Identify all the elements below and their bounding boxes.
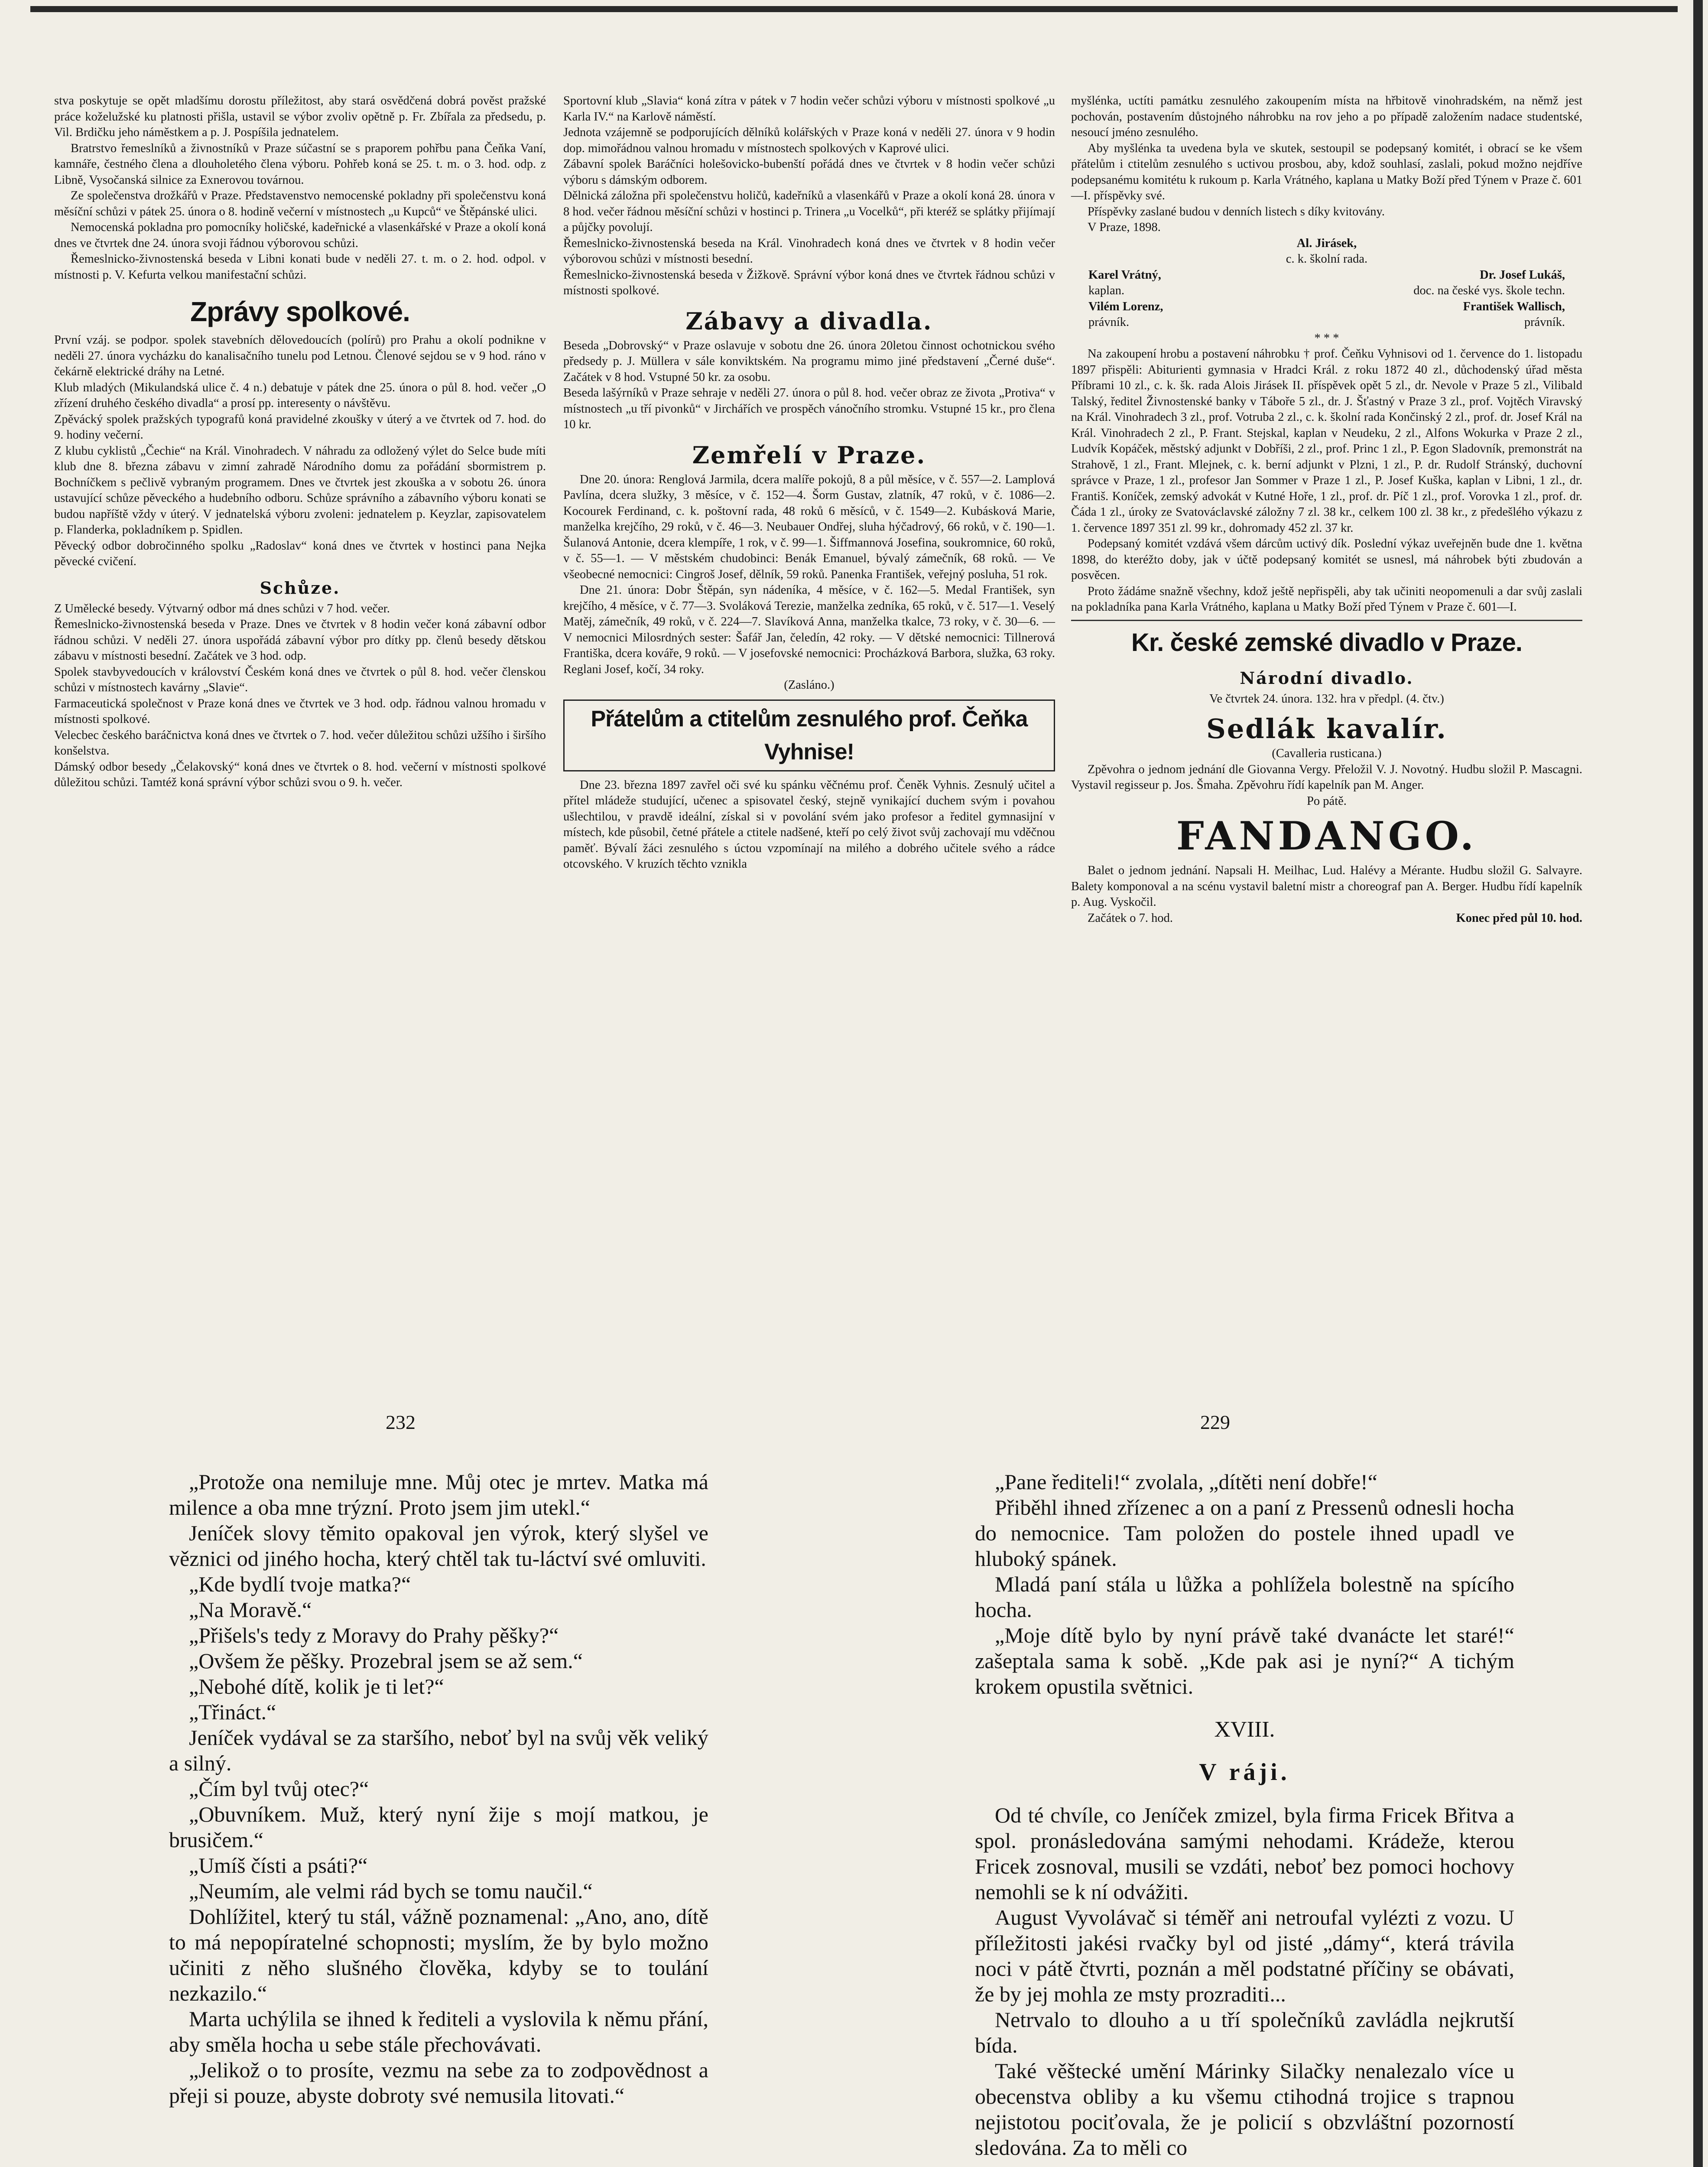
- signatory: Karel Vrátný,: [1088, 268, 1161, 282]
- theatre-subtitle: Národní divadlo.: [1240, 668, 1414, 688]
- top-rule: [30, 6, 1678, 12]
- signatory-title: právník.: [1524, 316, 1565, 329]
- appeal-text: Proto žádáme snažně všechny, kdož ještě nepřispěli, aby tak učiniti neopomenuli a dar svůj zaslali na pokladníka pana Karla Vrátného, kaplana u Matky Boží před Týnem v Praze č. 601—I.: [1071, 584, 1582, 614]
- paragraph: Marta uchýlila se ihned k řediteli a vyslovila k němu přání, aby směla hocha u sebe stále přechovávati.: [169, 2007, 708, 2056]
- paragraph: Mladá paní stála u lůžka a pohlížela bolestně na spícího hocha.: [975, 1572, 1514, 1622]
- signatory-row: [1071, 299, 1582, 315]
- book-page-right: [975, 1469, 1514, 2167]
- notice: První vzáj. se podpor. spolek stavebních dělovedoucích (polírů) pro Prahu a okolí podnikne v neděli 27. února vycházku do kanalisačního tunelu pod Letnou. Členové sejdou se v 9 hod. ráno v čekárně elektrické dráhy na Letné.: [54, 333, 546, 378]
- column-1: [54, 93, 546, 791]
- divider: [1071, 620, 1582, 621]
- play-title: Sedlák kavalír.: [1206, 713, 1447, 745]
- paragraph: Jeníček vydával se za staršího, neboť byl na svůj věk veliký a silný.: [169, 1725, 708, 1775]
- notice: Sportovní klub „Slavia“ koná zítra v pátek v 7 hodin večer schůzi výboru v místnosti spolkové „u Karla IV.“ na Karlově náměstí.: [563, 94, 1055, 124]
- section-heading: Zábavy a divadla.: [685, 307, 933, 335]
- book-page-left: [169, 1469, 708, 2108]
- paragraph: August Vyvolávač si téměř ani netroufal vylézti z vozu. U příležitosti jakési rvačky byl od jisté „dámy“, která trávila noci v pátě čtvrti, poznán a měl podstatné příčiny se obávati, že by jej mohla ze msty prozraditi...: [975, 1905, 1514, 2006]
- appeal-banner: Přátelům a ctitelům zesnulého prof. Čeňka Vyhnise!: [563, 700, 1055, 771]
- appeal-text: myšlénka, uctíti památku zesnulého zakoupením místa na hřbitově vinohradském, na němž jest pochován, postavením důstojného náhrobku na rov jeho a po případě založením nadace studentské, nesoucí jméno zesnulého.: [1071, 94, 1582, 139]
- signatory-title: kaplan.: [1088, 284, 1125, 297]
- notice: Z Umělecké besedy. Výtvarný odbor má dnes schůzi v 7 hod. večer.: [54, 602, 390, 615]
- signatory-row: [1071, 315, 1582, 331]
- notice: Řemeslnicko-živnostenská beseda v Praze. Dnes ve čtvrtek v 8 hodin večer koná zábavní odbor řádnou schůzi. V neděli 27. února uspořádá zábavní výbor pro dítky pp. členů besedy dětskou zábavu v místnosti besední. Začátek ve 3 hod. odp.: [54, 618, 546, 663]
- article: Ze společenstva drožkářů v Praze. Představenstvo nemocenské pokladny při společenstvu koná měsíční schůzi v pátek 25. února o 8. hodině večerní v místnostech „u Kupců“ ve Štěpánské ulici.: [54, 189, 546, 218]
- signatory: Dr. Josef Lukáš,: [1480, 268, 1565, 282]
- appeal-text: Dne 23. března 1897 zavřel oči své ku spánku věčnému prof. Čeněk Vyhnis. Zesnulý učitel a přítel mládeže studující, učenec a spisovatel český, stejně vynikající duchem svým i povahou ušlechtilou, v pravdě ideální, získal si v povolání svém jako profesor a ředitel gymnasijní v místech, kde působil, četné přátele a ctitele nadšené, kteří po celý život svůj zachovají mu vděčnou paměť. Bývalí žáci zesnulého s úctou vzpomínají na milého a dobrého učitele svého a rádce otcovského. V kruzích těchto vznikla: [563, 778, 1055, 871]
- section-heading: Schůze.: [260, 578, 341, 598]
- notice: Velecbec českého baráčnictva koná dnes ve čtvrtek o 7. hod. večer důležitou schůzi užšího i širšího konšelstva.: [54, 728, 546, 758]
- paragraph: „Obuvníkem. Muž, který nyní žije s mojí matkou, je brusičem.“: [169, 1802, 708, 1852]
- notice: Spolek stavbyvedoucích v království Českém koná dnes ve čtvrtek o půl 8. hod. večer členskou schůzi v místnostech kavárny „Slavie“.: [54, 665, 546, 694]
- paragraph: „Moje dítě bylo by nyní právě také dvanácte let staré!“ zašeptala sama k sobě. „Kde pak asi je nyní?“ A tichým krokem opustila světnici.: [975, 1623, 1514, 1698]
- paragraph: „Umíš čísti a psáti?“: [189, 1853, 368, 1877]
- signatory: František Wallisch,: [1463, 299, 1565, 313]
- article: Nemocenská pokladna pro pomocníky holičské, kadeřnické a vlasenkářské v Praze a okolí koná dnes ve čtvrtek dne 24. února svoji řádnou výborovou schůzi.: [54, 221, 546, 250]
- paragraph: „Přišels's tedy z Moravy do Prahy pěšky?“: [189, 1623, 559, 1647]
- donor-list: Na zakoupení hrobu a postavení náhrobku † prof. Čeňku Vyhnisovi od 1. července do 1. listopadu 1897 přispěli: Abiturienti gymnasia v Hradci Král. z roku 1872 40 zl., důchodenský úřad města Příbrami 10 zl., c. k. šk. rada Alois Jirásek II. příspěvek opět 5 zl., dr. Nevole v Praze 5 zl., Vilibald Talský, ředitel Živnostenské banky v Táboře 5 zl., dr. J. Šťastný v Praze 3 zl., prof. Vojtěch Viravský na Král. Vinohradech 3 zl., prof. Votruba 2 zl., c. k. školní rada Končinský 2 zl., prof. dr. Josef Král na Král. Vinohradech 2 zl., P. Frant. Stejskal, kaplan v Neudeku, 2 zl., Alfons Wokurka v Praze 2 zl., Ludvík Kopáček, městský adjunkt v Dobříši, 2 zl., prof. Princ 1 zl., P. Egon Sladovník, premonstrát na Strahově, 1 zl., Frant. Mlejnek, c. k. berní adjunkt v Plzni, 1 zl., P. dr. Rudolf Stránský, duchovní správce v Praze, 1 zl., profesor Jan Sommer v Praze 1 zl., P. Josef Kuška, kaplan v Libni, 1 zl., dr. Františ. Koníček, zemský advokát v Kutné Hoře, 1 zl., prof. dr. Píč 1 zl., prof. Vorovka 1 zl., prof. dr. Čáda 1 zl., úroky ze Svatováclavské záložny 7 zl. 38 kr., celkem 100 zl. 38 kr., z předešlého výkazu z 1. července 1897 351 zl. 99 kr., dohromady 452 zl. 37 kr.: [1071, 347, 1582, 535]
- appeal-text: Příspěvky zaslané budou v denních listech s díky kvitovány.: [1088, 205, 1385, 218]
- theatre-title: Kr. české zemské divadlo v Praze.: [1131, 628, 1522, 657]
- notice: Jednota vzájemně se podporujících dělníků kolářských v Praze koná v neděli 27. února v 9 hodin dop. mimořádnou valnou hromadu v místnostech spolkových v Kaprové ulici.: [563, 126, 1055, 155]
- appeal-text: Aby myšlénka ta uvedena byla ve skutek, sestoupil se podepsaný komitét, i obrací se ke všem přátelům i ctitelům zesnulého s uctivou prosbou, aby, kdož souhlasí, zaslali, pokud možno nejdříve podepsanému komitétu k rukoum p. Karla Vrátného, kaplana u Matky Boží před Týnem v Praze č. 601—I. příspěvky své.: [1071, 141, 1582, 202]
- column-2: [563, 93, 1055, 872]
- notice: Řemeslnicko-živnostenská beseda v Žižkově. Správní výbor koná dnes ve čtvrtek řádnou schůzi v místnosti spolkové.: [563, 268, 1055, 297]
- paragraph: Přiběhl ihned zřízenec a on a paní z Pressenů odnesli hocha do nemocnice. Tam položen do postele ihned upadl ve hluboký spánek.: [975, 1495, 1514, 1571]
- signatory-title: doc. na české vys. škole techn.: [1413, 284, 1565, 297]
- paragraph: „Kde bydlí tvoje matka?“: [189, 1572, 411, 1596]
- signatory-title: c. k. školní rada.: [1286, 252, 1368, 266]
- play-title: FANDANGO.: [1176, 813, 1477, 859]
- paragraph: Dohlížitel, který tu stál, vážně poznamenal: „Ano, ano, dítě to má nepopíratelné schopnosti; myslím, že by bylo možno učiniti z něho slušného člověka, kdyby se to toulání nezkazilo.“: [169, 1904, 708, 2005]
- paragraph: „Pane řediteli!“ zvolala, „dítěti není dobře!“: [995, 1470, 1377, 1494]
- place-date: V Praze, 1898.: [1088, 221, 1161, 234]
- notice: Dámský odbor besedy „Čelakovský“ koná dnes ve čtvrtek o 8. hod. večerní v místnosti spolkové důležitou schůzi. Tamtéž koná správní výbor schůzi svou o 9. h. večer.: [54, 760, 546, 789]
- paragraph: Od té chvíle, co Jeníček zmizel, byla firma Fricek Břitva a spol. pronásledována samými nehodami. Krádeže, kterou Fricek zosnoval, musili se vzdáti, neboť bez pomoci hochovy nemohli se k ní odvážiti.: [975, 1803, 1514, 1904]
- notice: Zábavní spolek Baráčníci holešovicko-bubenští pořádá dnes ve čtvrtek v 8 hodin večer schůzi výboru s dámským odborem.: [563, 157, 1055, 187]
- paragraph: „Ovšem že pěšky. Prozebral jsem se až sem.“: [189, 1649, 583, 1673]
- section-heading: Zprávy spolkové.: [190, 296, 410, 327]
- notice: Řemeslnicko-živnostenská beseda na Král. Vinohradech koná dnes ve čtvrtek v 8 hodin večer výborovou schůzi v místnosti besední.: [563, 236, 1055, 266]
- paragraph: Také věštecké umění Márinky Silačky nenalezalo více u obecenstva obliby a ku všemu ctihodná trojice s trapnou nejistotou pociťovala, že je policií s obzvláštní pozorností sledována. Za to měli co: [975, 2059, 1514, 2160]
- end-time: Konec před půl 10. hod.: [1456, 911, 1582, 925]
- signatory-row: [1071, 267, 1582, 283]
- signatory: Vilém Lorenz,: [1088, 299, 1163, 313]
- paragraph: Netrvalo to dlouho a u tří společníků zavládla nejkrutší bída.: [975, 2008, 1514, 2057]
- page-edge: [1693, 0, 1703, 2167]
- chapter-title: V ráji.: [1199, 1759, 1290, 1786]
- stars-divider: * * *: [1314, 331, 1339, 345]
- chapter-number: XVIII.: [1214, 1717, 1275, 1742]
- page-number: 232: [386, 1411, 416, 1433]
- paragraph: „Nebohé dítě, kolik je ti let?“: [189, 1674, 444, 1698]
- signatory-row: [1071, 283, 1582, 299]
- notice: Zpěvácký spolek pražských typografů koná pravidelné zkoušky v úterý a ve čtvrtek od 7. hod. do 9. hodiny večerní.: [54, 412, 546, 442]
- paragraph: „Třináct.“: [189, 1700, 276, 1724]
- death-list: Dne 21. února: Dobr Štěpán, syn nádeníka, 4 měsíce, v č. 162—5. Medal František, syn krejčího, 4 měsíce, v č. 77—3. Svoláková Terezie, manželka zedníka, 65 roků, v č. 517—1. Veselý Matěj, zámečník, 49 roků, v č. 224—7. Slavíková Anna, manželka tkalce, 73 roky, v č. 30—6. — V nemocnici Milosrdných sester: Šafář Jan, čeledín, 42 roky. — V dětské nemocnici: Tillnerová Františka, dcera kováře, 9 roků. — V josefovské nemocnici: Procházková Barbora, služka, 63 roky. Reglani Josef, kočí, 34 roky.: [563, 583, 1055, 676]
- play-description: Balet o jednom jednání. Napsali H. Meilhac, Lud. Halévy a Mérante. Hudbu složil G. Salvayre. Balety komponoval a na scénu vystavil baletní mistr a choreograf pan A. Berger. Hudbu řídí kapelník p. Aug. Vyskočil.: [1071, 864, 1582, 909]
- paragraph: „Protože ona nemiluje mne. Můj otec je mrtev. Matka má milence a oba mne trýzní. Proto jsem jim utekl.“: [169, 1470, 708, 1520]
- signatory-title: právník.: [1088, 316, 1130, 329]
- notice: Beseda lašýrníků v Praze sehraje v neděli 27. února o půl 8. hod. večer obraz ze života „Protiva“ v místnostech „u tří pivonků“ v Jirchářích ve prospěch vánočního stromku. Vstupné 15 kr., pro člena 10 kr.: [563, 386, 1055, 431]
- paragraph: Jeníček slovy těmito opakoval jen výrok, který slyšel ve věznici od jiného hocha, který chtěl tak tu-láctví své omluviti.: [169, 1521, 708, 1571]
- article: stva poskytuje se opět mladšímu dorostu příležitost, aby stará osvědčená dobrá pověst pražské práce koželužské ku platnosti přišla, ustavil se výbor zvoliv opětně p. Fr. Zbířala za předsedu, p. Vil. Brdičku jeho náměstkem a p. J. Pospíšila jednatelem.: [54, 94, 546, 139]
- article: Bratrstvo řemeslníků a živnostníků v Praze súčastní se s praporem pohřbu pana Čeňka Vaní, kamnáře, čestného člena a dlouholetého člena výboru. Pohřeb koná se 25. t. m. o 3. hod. odp. z Libně, Vysočanská silnice za Exnerovou továrnou.: [54, 141, 546, 187]
- notice: Dělnická záložna při společenstvu holičů, kadeřníků a vlasenkářů v Praze a okolí koná 28. února v 8 hod. večer řádnou měsíční schůzi v hostinci p. Trinera „u Vocelků“, při kteréž se splátky přijímají a půjčky povolují.: [563, 189, 1055, 234]
- appeal-text: Podepsaný komitét vzdává všem dárcům uctivý dík. Poslední výkaz uveřejněn bude dne 1. května 1898, do kteréžto doby, jak v účtě podepsaný komitét se usnesl, má náhrobek býti zbudován a posvěcen.: [1071, 537, 1582, 582]
- performance-times: [1071, 911, 1582, 927]
- paragraph: „Neumím, ale velmi rád bych se tomu naučil.“: [189, 1879, 593, 1903]
- notice: Beseda „Dobrovský“ v Praze oslavuje v sobotu dne 26. února 20letou činnost ochotnickou svého předsedy p. J. Müllera v sále konviktském. Na programu mimo jiné představení „Černé duše“. Začátek v 8 hod. Vstupné 50 kr. za osobu.: [563, 338, 1055, 384]
- signatory: Al. Jirásek,: [1296, 236, 1357, 250]
- start-time: Začátek o 7. hod.: [1088, 911, 1173, 925]
- page-number: 229: [1200, 1411, 1230, 1433]
- death-list: Dne 20. února: Renglová Jarmila, dcera malíře pokojů, 8 a půl měsíce, v č. 557—2. Lamplová Pavlína, dcera služky, 3 měsíce, v č. 152—4. Šorm Gustav, zlatník, 47 roků, v č. 1086—2. Kocourek Ferdinand, c. k. poštovní rada, 48 roků 6 měsíců, v č. 1549—2. Kubásková Marie, manželka krejčího, 29 roků, v č. 46—3. Neubauer Ondřej, sluha hýčadrový, 66 roků, v č. 190—1. Šulanová Antonie, dcera klempíře, 1 rok, v č. 99—1. Šiffmannová Josefina, soukromnice, 60 roků, v č. 55—1. — V městském chudobinci: Benák Emanuel, bývalý zámečník, 68 roků. — Ve všeobecné nemocnici: Cingroš Josef, dělník, 59 roků. Panenka František, veřejný posluha, 51 rok.: [563, 472, 1055, 581]
- section-heading: Zemřelí v Praze.: [692, 441, 926, 469]
- play-then: Po pátě.: [1307, 794, 1347, 808]
- column-3: [1071, 93, 1582, 926]
- performance-date: Ve čtvrtek 24. února. 132. hra v předpl. (4. čtv.): [1209, 692, 1444, 706]
- notice: Farmaceutická společnost v Praze koná dnes ve čtvrtek ve 3 hod. odp. řádnou valnou hromadu v místnosti spolkové.: [54, 696, 546, 726]
- paragraph: „Čím byl tvůj otec?“: [189, 1777, 369, 1801]
- notice: Z klubu cyklistů „Čechie“ na Král. Vinohradech. V náhradu za odložený výlet do Selce bude míti klub dne 8. března zábavu v zimní zahradě Národního domu za pořádání sbormistrem p. Bochníčkem s pečlivě vybraným programem. Dnes ve čtvrtek jest zkouška a v sobotu 26. února ustavující schůze pěveckého a hudebního odboru. Schůze správního a zábavního výboru konati se budou napříště vždy v úterý. V jednatelská výboru zvoleni: jednatelem p. Keyzlar, zapisovatelem p. Flanderka, pokladníkem p. Spidlen.: [54, 444, 546, 537]
- notice: Klub mladých (Mikulandská ulice č. 4 n.) debatuje v pátek dne 25. února o půl 8. hod. večer „O zřízení druhého českého divadla“ a prosí pp. interesenty o návštěvu.: [54, 381, 546, 410]
- notice: Pěvecký odbor dobročinného spolku „Radoslav“ koná dnes ve čtvrtek v hostinci pana Nejka pěvecké cvičení.: [54, 539, 546, 568]
- play-subtitle: (Cavalleria rusticana.): [1272, 747, 1382, 760]
- paragraph: „Jelikož o to prosíte, vezmu na sebe za to zodpovědnost a přeji si pouze, abyste dobroty své nemusila litovati.“: [169, 2058, 708, 2108]
- play-description: Zpěvohra o jednom jednání dle Giovanna Vergy. Přeložil V. J. Novotný. Hudbu složil P. Mascagni. Vystavil regisseur p. Jos. Šmaha. Zpěvohru řídí kapelník pan M. Anger.: [1071, 762, 1582, 792]
- paragraph: „Na Moravě.“: [189, 1598, 312, 1622]
- article: Řemeslnicko-živnostenská beseda v Libni konati bude v neděli 27. t. m. o 2. hod. odpol. v místnosti p. V. Kefurta velkou manifestační schůzi.: [54, 252, 546, 282]
- sent-in-label: (Zasláno.): [784, 678, 835, 692]
